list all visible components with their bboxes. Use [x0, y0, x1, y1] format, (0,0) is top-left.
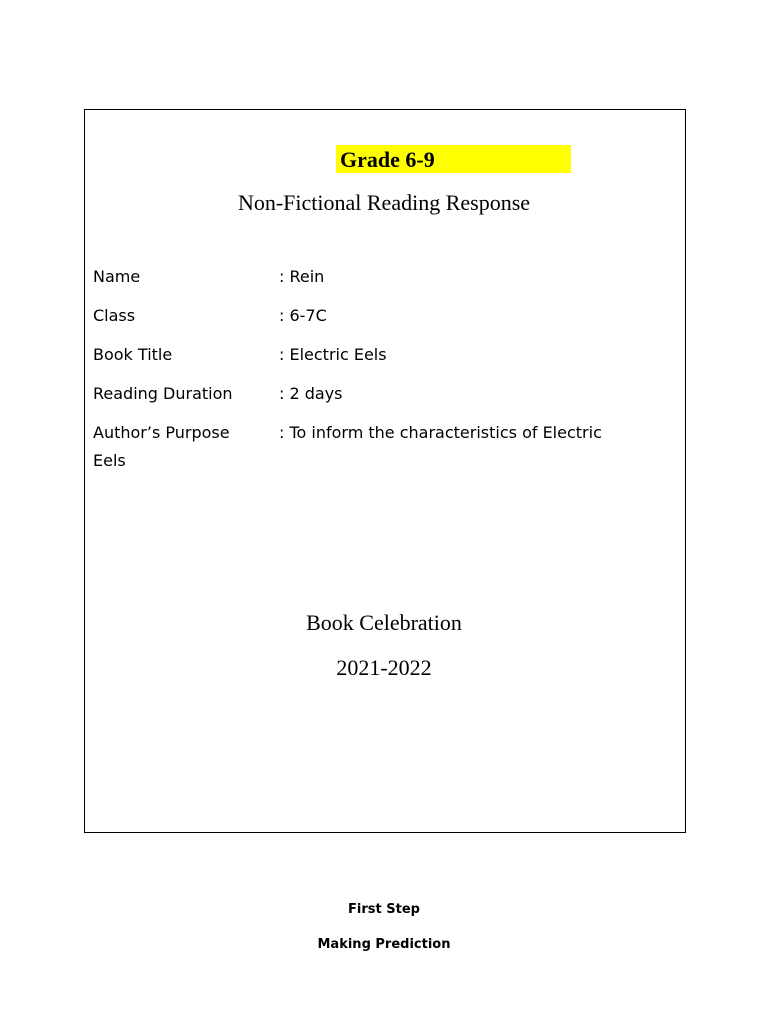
footer-task: Making Prediction: [317, 937, 451, 952]
field-label-authors-purpose: Author’s Purpose: [93, 423, 230, 442]
field-value-class: : 6-7C: [279, 306, 327, 325]
field-label-reading-duration: Reading Duration: [93, 384, 233, 403]
field-value-name: : Rein: [279, 267, 325, 286]
grade-heading: Grade 6-9: [336, 145, 571, 173]
document-subtitle: Non-Fictional Reading Response: [237, 190, 531, 215]
field-value-reading-duration: : 2 days: [279, 384, 343, 403]
field-label-book-title: Book Title: [93, 345, 173, 364]
field-value-authors-purpose: : To inform the characteristics of Electric: [279, 423, 602, 442]
event-year: 2021-2022: [336, 655, 432, 680]
field-value-book-title: : Electric Eels: [279, 345, 387, 364]
field-value-authors-purpose-continuation: Eels: [93, 451, 126, 470]
footer-step: First Step: [348, 902, 420, 917]
field-label-class: Class: [93, 306, 136, 325]
field-label-name: Name: [93, 267, 141, 286]
cover-frame: [84, 109, 686, 833]
event-title: Book Celebration: [306, 610, 462, 635]
